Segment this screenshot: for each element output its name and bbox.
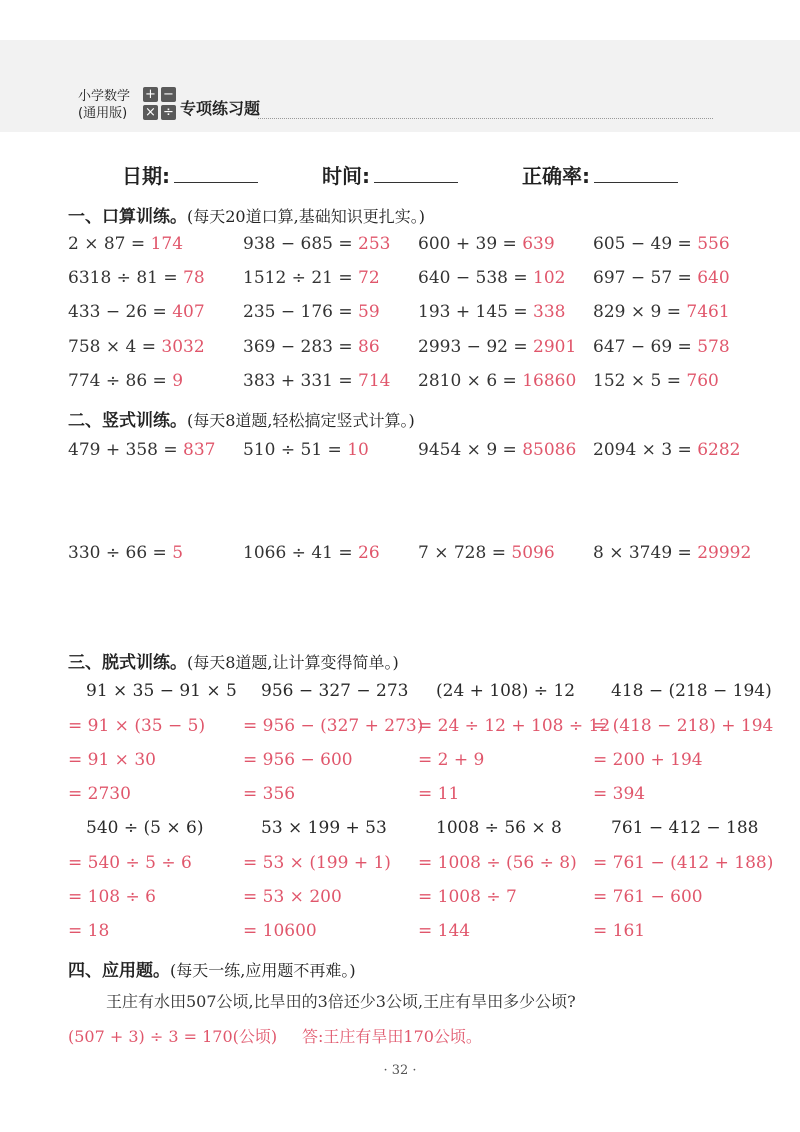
- problem-answer: 59: [358, 302, 380, 322]
- stepwise-step: = 956 − (327 + 273): [243, 716, 424, 736]
- problem-cell: [243, 371, 390, 391]
- book-series: [78, 88, 130, 122]
- problem-expression: 774 ÷ 86 =: [68, 371, 167, 391]
- series-line-2: (通用版): [78, 106, 128, 121]
- problem-answer: 86: [358, 337, 380, 357]
- problem-expression: 479 + 358 =: [68, 440, 178, 460]
- problem-answer: 760: [686, 371, 719, 391]
- stepwise-problem: 53 × 199 + 53: [261, 818, 387, 838]
- problem-answer: 714: [358, 371, 391, 391]
- problem-expression: 152 × 5 =: [593, 371, 681, 391]
- problem-answer: 10: [347, 440, 369, 460]
- time-field: [322, 160, 458, 189]
- times-icon: ×: [143, 105, 158, 120]
- stepwise-step: = 394: [593, 784, 646, 804]
- problem-cell: [243, 337, 380, 357]
- problem-cell: [243, 440, 369, 460]
- problem-expression: 1066 ÷ 41 =: [243, 543, 353, 563]
- problem-expression: 7 × 728 =: [418, 543, 506, 563]
- problem-answer: 639: [522, 234, 555, 254]
- problem-cell: [243, 268, 380, 288]
- stepwise-step: = 108 ÷ 6: [68, 887, 156, 907]
- problem-cell: [418, 543, 555, 563]
- stepwise-problem: 418 − (218 − 194): [611, 681, 772, 701]
- problem-cell: [68, 440, 215, 460]
- problem-expression: 235 − 176 =: [243, 302, 353, 322]
- stepwise-step: = 53 × 200: [243, 887, 342, 907]
- stepwise-problem: 761 − 412 − 188: [611, 818, 759, 838]
- problem-answer: 338: [533, 302, 566, 322]
- section-note: (每天8道题,轻松搞定竖式计算。): [187, 411, 415, 430]
- stepwise-step: = 91 × 30: [68, 750, 156, 770]
- problem-answer: 16860: [522, 371, 577, 391]
- stepwise-step: = 24 ÷ 12 + 108 ÷ 12: [418, 716, 611, 736]
- stepwise-step: = 2 + 9: [418, 750, 485, 770]
- problem-cell: [593, 234, 730, 254]
- problem-expression: 369 − 283 =: [243, 337, 353, 357]
- problem-expression: 2810 × 6 =: [418, 371, 517, 391]
- stepwise-step: = 18: [68, 921, 110, 941]
- problem-expression: 758 × 4 =: [68, 337, 156, 357]
- problem-answer: 9: [172, 371, 184, 391]
- problem-expression: 938 − 685 =: [243, 234, 353, 254]
- date-blank: [174, 164, 258, 183]
- problem-cell: [68, 234, 183, 254]
- problem-cell: [243, 234, 390, 254]
- problem-cell: [243, 302, 380, 322]
- problem-answer: 5096: [511, 543, 555, 563]
- divide-icon: ÷: [161, 105, 176, 120]
- problem-expression: 697 − 57 =: [593, 268, 692, 288]
- accuracy-field: [522, 160, 678, 189]
- operator-icons: [143, 87, 177, 121]
- stepwise-step: = 1008 ÷ 7: [418, 887, 517, 907]
- problem-expression: 433 − 26 =: [68, 302, 167, 322]
- problem-answer: 6282: [697, 440, 741, 460]
- problem-cell: [68, 337, 205, 357]
- stepwise-step: = 1008 ÷ (56 ÷ 8): [418, 853, 577, 873]
- problem-cell: [68, 371, 183, 391]
- section-title: 四、应用题。: [68, 961, 170, 981]
- header-title: 专项练习题: [180, 99, 261, 118]
- problem-cell: [418, 371, 576, 391]
- problem-expression: 330 ÷ 66 =: [68, 543, 167, 563]
- stepwise-step: = 356: [243, 784, 296, 804]
- section-word-problem: [68, 956, 356, 981]
- problem-expression: 193 + 145 =: [418, 302, 528, 322]
- section-vertical: [68, 406, 415, 431]
- problem-cell: [68, 302, 205, 322]
- stepwise-step: = 761 − (412 + 188): [593, 853, 774, 873]
- stepwise-problem: 1008 ÷ 56 × 8: [436, 818, 562, 838]
- problem-cell: [418, 337, 576, 357]
- stepwise-step: = 11: [418, 784, 460, 804]
- problem-answer: 407: [172, 302, 205, 322]
- problem-expression: 647 − 69 =: [593, 337, 692, 357]
- problem-expression: 2 × 87 =: [68, 234, 146, 254]
- stepwise-step: = 161: [593, 921, 646, 941]
- section-stepwise: [68, 648, 399, 673]
- time-label: 时间:: [322, 164, 370, 188]
- section-oral: [68, 202, 425, 227]
- problem-cell: [243, 543, 380, 563]
- problem-answer: 253: [358, 234, 391, 254]
- problem-expression: 600 + 39 =: [418, 234, 517, 254]
- stepwise-step: = 200 + 194: [593, 750, 703, 770]
- word-problem-question: 王庄有水田507公顷,比旱田的3倍还少3公顷,王庄有旱田多少公顷?: [106, 992, 576, 1011]
- date-field: [122, 160, 258, 189]
- word-problem-solution: (507 + 3) ÷ 3 = 170(公顷): [68, 1027, 278, 1046]
- section-title: 三、脱式训练。: [68, 653, 187, 673]
- stepwise-step: = 10600: [243, 921, 317, 941]
- stepwise-step: = 144: [418, 921, 471, 941]
- problem-answer: 174: [150, 234, 184, 254]
- header-divider: [258, 118, 713, 119]
- stepwise-problem: 91 × 35 − 91 × 5: [86, 681, 237, 701]
- problem-expression: 8 × 3749 =: [593, 543, 692, 563]
- problem-expression: 9454 × 9 =: [418, 440, 517, 460]
- page-number: · 32 ·: [383, 1063, 417, 1078]
- stepwise-step: = 2730: [68, 784, 131, 804]
- problem-answer: 26: [358, 543, 380, 563]
- problem-expression: 383 + 331 =: [243, 371, 353, 391]
- problem-expression: 829 × 9 =: [593, 302, 681, 322]
- date-label: 日期:: [122, 164, 170, 188]
- stepwise-problem: 540 ÷ (5 × 6): [86, 818, 204, 838]
- minus-icon: −: [161, 87, 176, 102]
- problem-cell: [418, 440, 576, 460]
- problem-expression: 640 − 538 =: [418, 268, 528, 288]
- problem-answer: 578: [697, 337, 730, 357]
- problem-answer: 556: [697, 234, 730, 254]
- problem-cell: [418, 234, 555, 254]
- problem-answer: 837: [183, 440, 216, 460]
- section-title: 二、竖式训练。: [68, 411, 187, 431]
- problem-answer: 78: [183, 268, 205, 288]
- time-blank: [374, 164, 458, 183]
- problem-answer: 3032: [161, 337, 205, 357]
- problem-answer: 102: [533, 268, 566, 288]
- top-band: [0, 0, 800, 40]
- problem-expression: 510 ÷ 51 =: [243, 440, 342, 460]
- problem-cell: [593, 337, 730, 357]
- problem-answer: 29992: [697, 543, 752, 563]
- problem-expression: 605 − 49 =: [593, 234, 692, 254]
- problem-cell: [418, 302, 565, 322]
- section-note: (每天8道题,让计算变得简单。): [187, 653, 399, 672]
- stepwise-problem: 956 − 327 − 273: [261, 681, 409, 701]
- problem-answer: 640: [697, 268, 730, 288]
- problem-expression: 1512 ÷ 21 =: [243, 268, 353, 288]
- stepwise-problem: (24 + 108) ÷ 12: [436, 681, 576, 701]
- problem-answer: 72: [358, 268, 380, 288]
- problem-expression: 2094 × 3 =: [593, 440, 692, 460]
- accuracy-blank: [594, 164, 678, 183]
- stepwise-step: = (418 − 218) + 194: [593, 716, 774, 736]
- section-note: (每天20道口算,基础知识更扎实。): [187, 207, 425, 226]
- series-line-1: 小学数学: [78, 89, 131, 104]
- problem-cell: [593, 302, 730, 322]
- problem-expression: 2993 − 92 =: [418, 337, 528, 357]
- stepwise-step: = 956 − 600: [243, 750, 353, 770]
- section-title: 一、口算训练。: [68, 207, 187, 227]
- problem-cell: [593, 371, 719, 391]
- section-note: (每天一练,应用题不再难。): [170, 961, 356, 980]
- word-problem-answer: 答:王庄有旱田170公顷。: [302, 1027, 482, 1046]
- accuracy-label: 正确率:: [522, 164, 590, 188]
- problem-cell: [593, 440, 740, 460]
- stepwise-step: = 53 × (199 + 1): [243, 853, 391, 873]
- problem-cell: [593, 268, 730, 288]
- problem-cell: [68, 268, 205, 288]
- problem-expression: 6318 ÷ 81 =: [68, 268, 178, 288]
- stepwise-step: = 761 − 600: [593, 887, 703, 907]
- stepwise-step: = 540 ÷ 5 ÷ 6: [68, 853, 192, 873]
- problem-answer: 7461: [686, 302, 730, 322]
- plus-icon: +: [143, 87, 158, 102]
- problem-answer: 85086: [522, 440, 577, 460]
- problem-cell: [418, 268, 565, 288]
- problem-answer: 5: [172, 543, 184, 563]
- stepwise-step: = 91 × (35 − 5): [68, 716, 206, 736]
- problem-cell: [593, 543, 751, 563]
- problem-answer: 2901: [533, 337, 577, 357]
- problem-cell: [68, 543, 183, 563]
